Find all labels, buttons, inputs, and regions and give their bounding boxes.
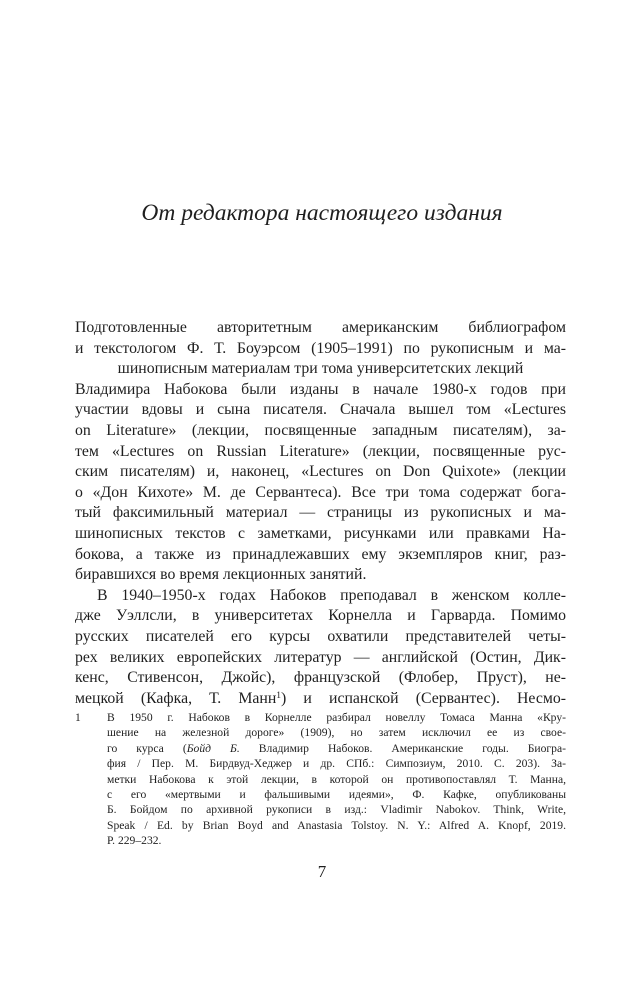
footnote-line: метки Набокова к этой лекции, в которой он противопоставлял Т. Манна, — [107, 772, 566, 786]
text-line: и текстологом Ф. Т. Боуэрсом (1905–1991) по рукописным и ма- — [75, 339, 566, 357]
text-line: русских писателей его курсы охватили представителей четы- — [75, 627, 566, 645]
footnote-text — [107, 710, 566, 849]
text-fragment: ) и испанской (Сервантес). Несмо- — [281, 689, 567, 707]
text-line: биравшихся во время лекционных занятий. — [75, 566, 367, 584]
text-line: кенс, Стивенсон, Джойс), французской (Флобер, Пруст), не- — [75, 669, 566, 687]
text-line: участии вдовы и сына писателя. Сначала вышел том «Lectures — [75, 401, 566, 419]
footnote-reference[interactable]: 1 — [276, 690, 282, 701]
footnote-line: В 1950 г. Набоков в Корнелле разбирал новеллу Томаса Манна «Кру- — [107, 711, 566, 724]
author-name: Бойд Б. — [186, 741, 240, 755]
footnote-line — [107, 741, 566, 756]
text-line: Владимира Набокова были изданы в начале 1980-х годов при — [75, 380, 566, 398]
footnote-line: Б. Бойдом по архивной рукописи в изд.: Vladimir Nabokov. Think, Write, — [107, 803, 566, 817]
footnote-number: 1 — [75, 711, 81, 724]
footnote-line: с его «мертвыми и фальшивыми идеями», Ф. Кафке, опубликованы — [107, 788, 566, 802]
main-text — [75, 318, 566, 709]
chapter-title: От редактора настоящего издания — [141, 200, 503, 226]
text-line: on Literature» (лекции, посвященные западным писателям), за- — [75, 421, 566, 439]
text-fragment: мецкой (Кафка, Т. Манн — [75, 689, 277, 707]
text-line: тем «Lectures on Russian Literature» (лекции, посвященные рус- — [75, 442, 566, 460]
text-line — [75, 689, 566, 710]
text-line: шинописным материалам три тома университетских лекций — [117, 360, 524, 378]
text-line: дже Уэллсли, в университетах Корнелла и Гарварда. Помимо — [75, 607, 566, 625]
text-line: В 1940–1950-х годах Набоков преподавал в женском колле- — [97, 586, 566, 604]
text-fragment: Владимир Набоков. Американские годы. Биогра- — [239, 741, 566, 755]
text-fragment: го курса ( — [107, 741, 187, 755]
text-line: ским писателям) и, наконец, «Lectures on Don Quixote» (лекции — [75, 463, 566, 481]
footnote-line: P. 229–232. — [107, 834, 162, 848]
text-line: Подготовленные авторитетным американским библиографом — [75, 319, 566, 336]
text-line: бокова, а также из принадлежавших ему экземпляров книг, раз- — [75, 545, 566, 563]
footnote-line: Speak / Ed. by Brian Boyd and Anastasia Tolstoy. N. Y.: Alfred A. Knopf, 2019. — [107, 818, 566, 832]
text-line: рех великих европейских литератур — английской (Остин, Дик- — [75, 648, 566, 666]
text-line: шинописных текстов с заметками, рисунками или правками На- — [75, 524, 566, 542]
text-line: тый факсимильный материал — страницы из рукописных и ма- — [75, 504, 566, 522]
text-line: о «Дон Кихоте» М. де Сервантеса). Все три тома содержат бога- — [75, 483, 566, 501]
footnote-line: фия / Пер. М. Бирдвуд-Хеджер и др. СПб.: Симпозиум, 2010. С. 203). За- — [107, 757, 566, 771]
page-number: 7 — [317, 862, 327, 881]
footnote-line: шение на железной дороге» (1909), но затем исключил ее из свое- — [107, 726, 566, 740]
